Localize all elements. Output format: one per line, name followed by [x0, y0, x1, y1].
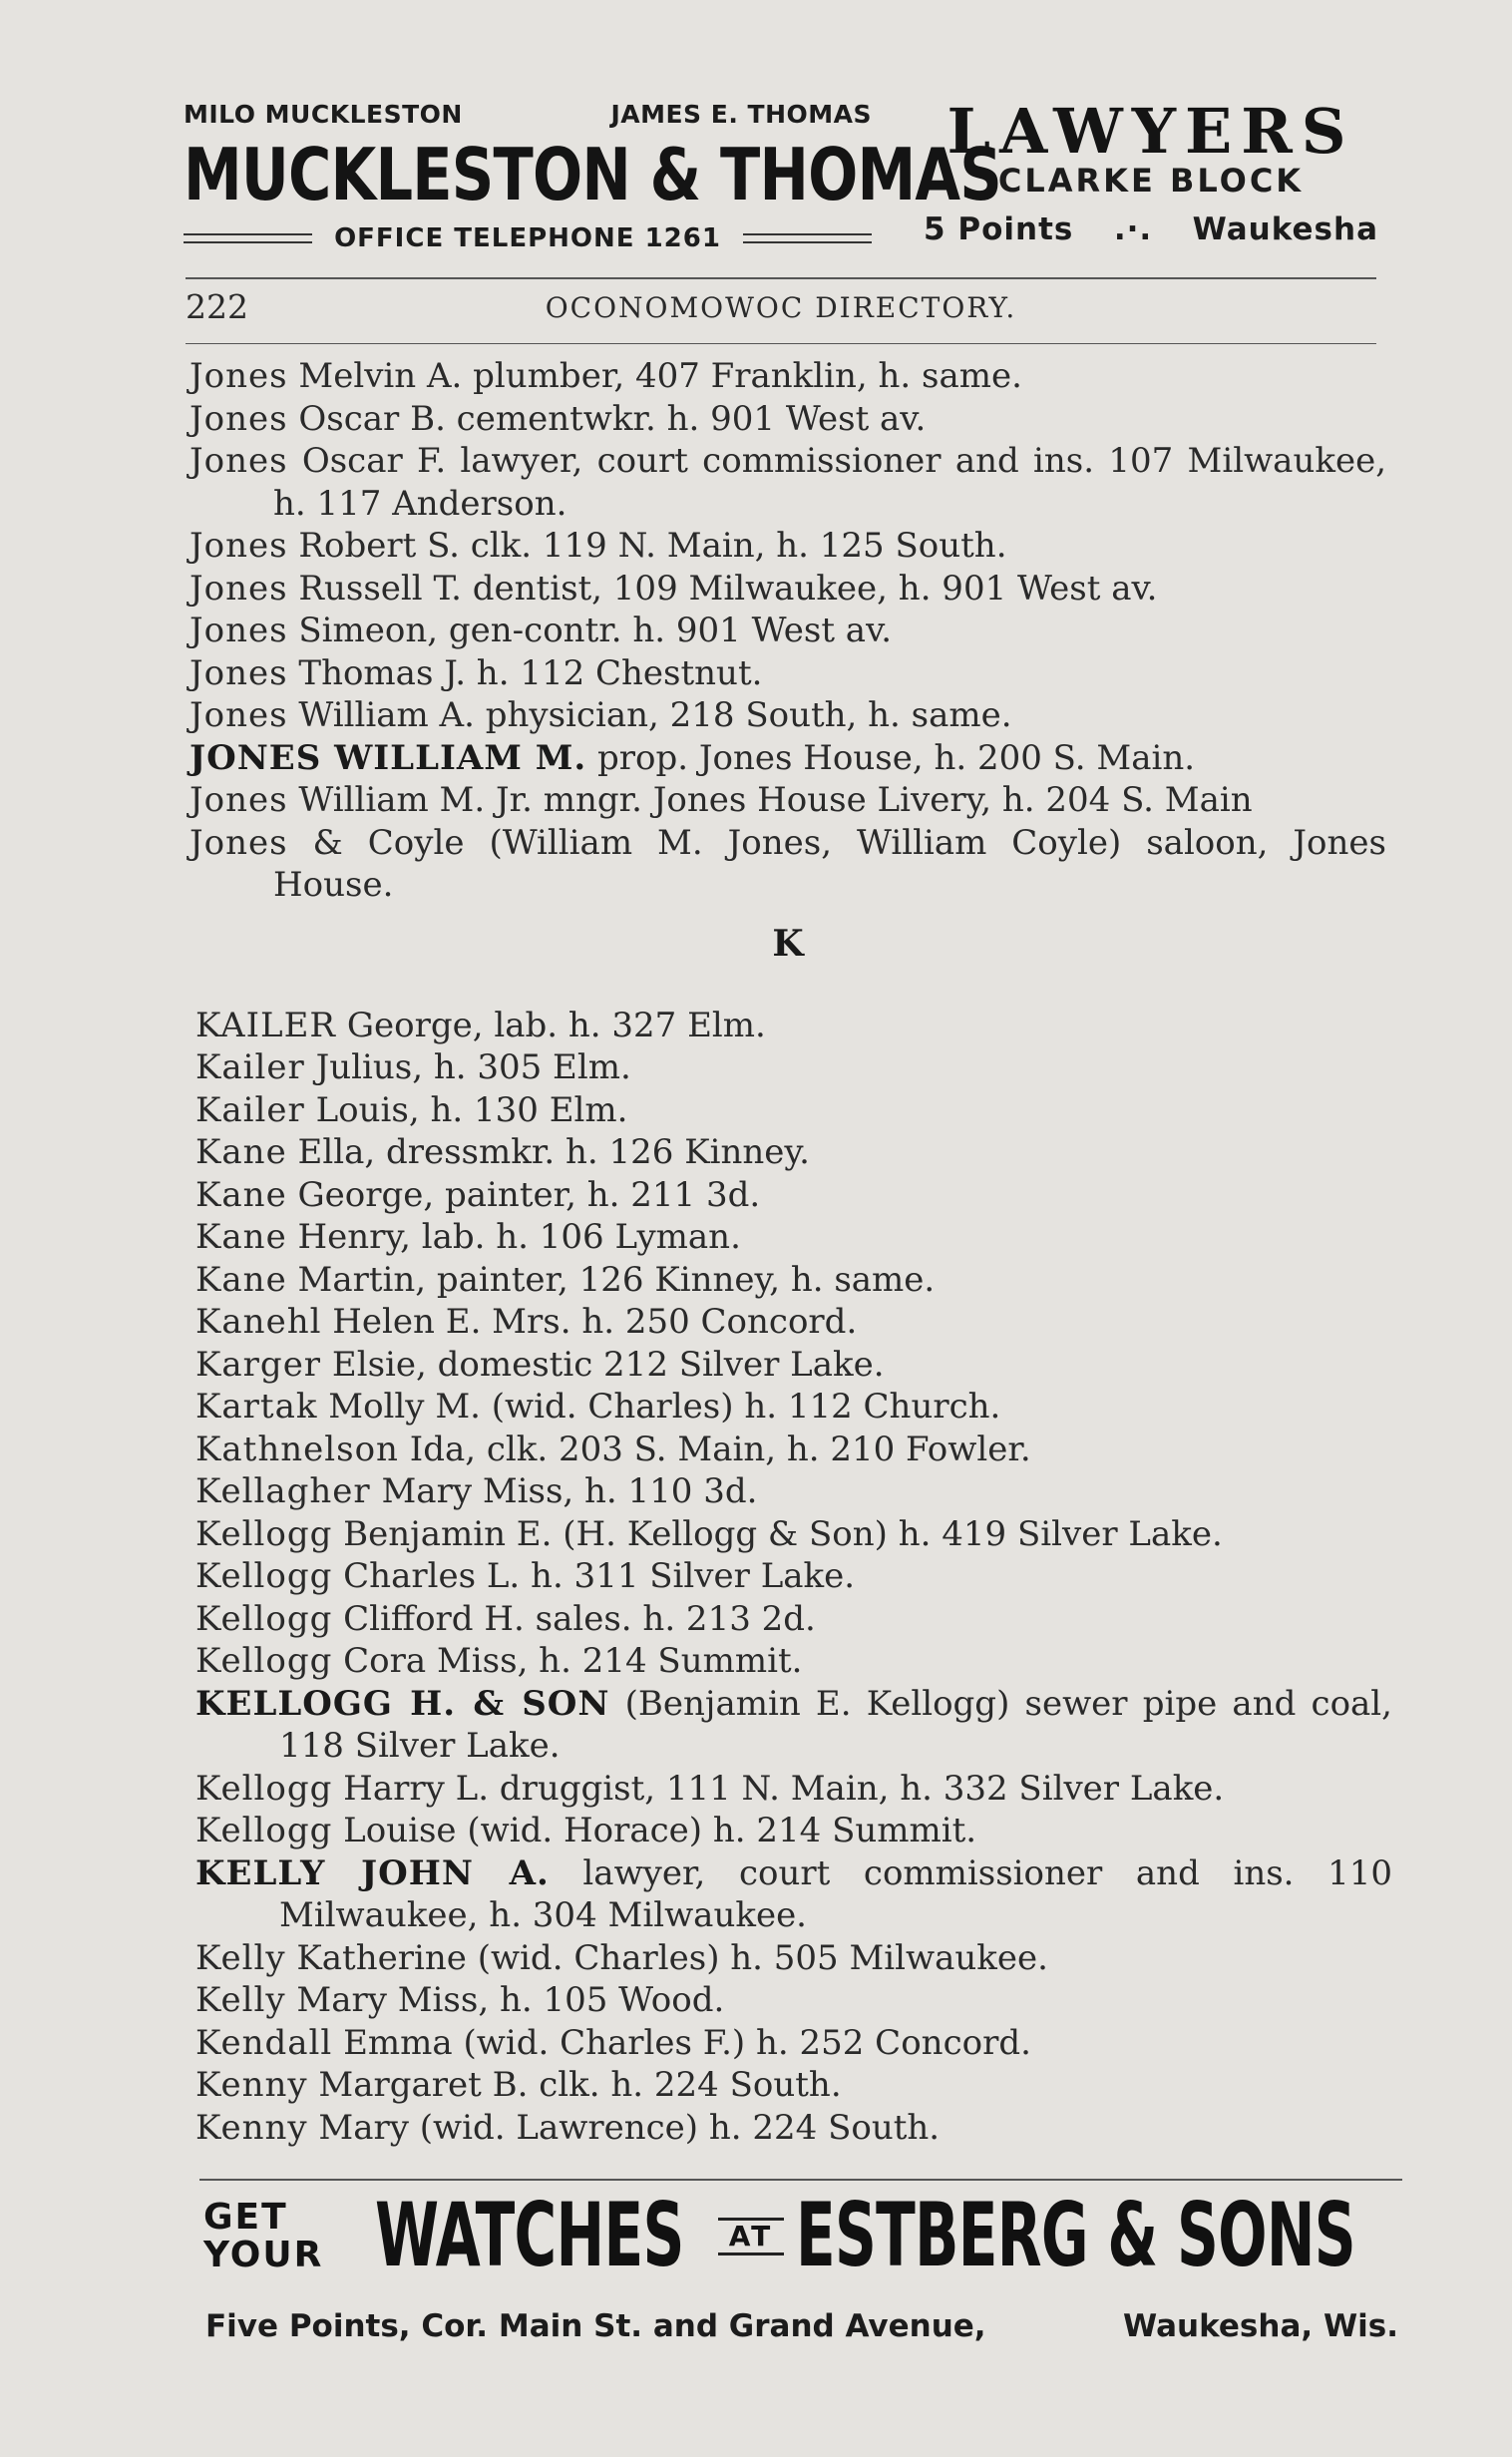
directory-entry — [189, 440, 1386, 525]
partner-name-thomas: JAMES E. THOMAS — [610, 100, 872, 129]
entry-name: Kellagher — [195, 1471, 371, 1511]
watches-word: WATCHES — [375, 2184, 684, 2286]
entry-name: Karger — [195, 1344, 322, 1385]
entry-name: Kendall — [195, 2022, 333, 2063]
entry-details: Julius, h. 305 Elm. — [304, 1047, 631, 1087]
entry-name: Kellogg — [195, 1598, 333, 1639]
directory-entry — [189, 610, 1386, 652]
entry-details: Benjamin E. (H. Kellogg & Son) h. 419 Silver Lake. — [332, 1513, 1223, 1554]
entry-name: Kathnelson — [195, 1429, 399, 1469]
directory-entry — [195, 1046, 1392, 1089]
entry-details: Ida, clk. 203 S. Main, h. 210 Fowler. — [398, 1429, 1031, 1469]
section-j-entries — [189, 355, 1386, 907]
entry-details: Mary Miss, h. 110 3d. — [370, 1471, 758, 1511]
location-five-points: 5 Points — [924, 211, 1074, 247]
entry-name: Jones — [189, 611, 288, 650]
entry-name: Kailer — [195, 1047, 305, 1087]
section-letter-k: K — [772, 922, 804, 965]
location-row — [924, 211, 1378, 247]
entry-details: (Benjamin E. Kellogg) sewer pipe and coal, 118 Silver Lake. — [279, 1683, 1392, 1766]
partner-names — [184, 100, 872, 129]
get-your-label — [203, 2199, 323, 2274]
entry-name: Jones — [189, 652, 288, 693]
entry-details: Thomas J. h. 112 Chestnut. — [287, 652, 763, 693]
store-address: Five Points, Cor. Main St. and Grand Avenue, — [205, 2308, 986, 2344]
entry-name: Kane — [195, 1174, 287, 1215]
directory-entry — [195, 1386, 1392, 1429]
at-word: AT — [728, 2220, 774, 2252]
location-waukesha: Waukesha — [1192, 211, 1378, 247]
entry-details: Margaret B. clk. h. 224 South. — [307, 2065, 842, 2105]
directory-entry — [195, 1979, 1392, 2022]
directory-entry — [195, 1301, 1392, 1344]
entry-name: Jones — [189, 780, 288, 820]
entry-details: George, painter, h. 211 3d. — [286, 1174, 761, 1215]
entry-details: George, lab. h. 327 Elm. — [336, 1005, 766, 1045]
entry-name: Kane — [195, 1259, 287, 1300]
entry-name: Kenny — [195, 2065, 308, 2105]
entry-name: Kellogg — [195, 1556, 333, 1596]
entry-details: Melvin A. plumber, 407 Franklin, h. same. — [287, 356, 1022, 396]
directory-entry — [195, 1174, 1392, 1217]
entry-details: Harry L. druggist, 111 N. Main, h. 332 Silver Lake. — [332, 1768, 1225, 1809]
directory-entry — [189, 779, 1386, 822]
entry-name: Jones — [189, 568, 288, 609]
store-name: ESTBERG & SONS — [796, 2184, 1355, 2286]
firm-name: MUCKLESTON & THOMAS — [184, 133, 1001, 216]
directory-entry — [189, 525, 1386, 568]
entry-details: prop. Jones House, h. 200 S. Main. — [586, 737, 1196, 778]
entry-details: Helen E. Mrs. h. 250 Concord. — [321, 1302, 858, 1342]
entry-details: Oscar B. cementwkr. h. 901 West av. — [287, 398, 927, 439]
header-rule-bottom — [186, 343, 1376, 344]
entry-details: Ella, dressmkr. h. 126 Kinney. — [286, 1132, 810, 1172]
entry-name: Kellogg — [195, 1641, 333, 1681]
directory-entry — [189, 822, 1386, 907]
directory-entry — [195, 1768, 1392, 1811]
entry-name: Kelly — [195, 1937, 286, 1978]
entry-name: JONES WILLIAM M. — [189, 737, 587, 778]
directory-entry — [189, 568, 1386, 611]
partner-name-muckleston: MILO MUCKLESTON — [184, 100, 463, 129]
entry-details: Charles L. h. 311 Silver Lake. — [332, 1556, 856, 1596]
phone-row — [184, 223, 872, 253]
directory-entry — [195, 1683, 1392, 1768]
double-rule-right — [743, 233, 872, 243]
entry-name: Jones — [189, 822, 288, 863]
entry-details: Molly M. (wid. Charles) h. 112 Church. — [317, 1387, 1001, 1427]
building-name: CLARKE BLOCK — [997, 162, 1305, 200]
store-city: Waukesha, Wis. — [1123, 2308, 1398, 2344]
watches-advertisement — [199, 2183, 1402, 2372]
directory-title: OCONOMOWOC DIRECTORY. — [545, 291, 1017, 324]
entry-details: Emma (wid. Charles F.) h. 252 Concord. — [332, 2022, 1031, 2063]
entry-name: Kane — [195, 1217, 287, 1257]
at-label — [716, 2207, 786, 2266]
directory-listings — [189, 355, 1393, 2149]
entry-details: Katherine (wid. Charles) h. 505 Milwaukee. — [285, 1937, 1048, 1978]
entry-details: Russell T. dentist, 109 Milwaukee, h. 901 West av. — [287, 568, 1158, 609]
directory-entry — [195, 2022, 1392, 2065]
directory-entry — [195, 1259, 1392, 1302]
directory-entry — [195, 1598, 1392, 1641]
directory-entry — [189, 355, 1386, 398]
entry-name: Kartak — [195, 1387, 318, 1427]
directory-entry — [195, 1852, 1392, 1937]
entry-details: William M. Jr. mngr. Jones House Livery, h. 204 S. Main — [287, 780, 1253, 820]
page-number: 222 — [186, 287, 248, 326]
directory-entry — [195, 1555, 1392, 1598]
directory-entry — [195, 1810, 1392, 1852]
entry-name: KAILER — [195, 1005, 337, 1045]
entry-name: KELLY JOHN A. — [195, 1852, 550, 1893]
entry-name: Jones — [189, 398, 288, 439]
store-address-row — [205, 2308, 1398, 2344]
at-rule-bottom — [718, 2252, 784, 2255]
entry-details: William A. physician, 218 South, h. same. — [287, 695, 1012, 735]
location-separator: .·. — [1113, 211, 1153, 247]
entry-details: Simeon, gen-contr. h. 901 West av. — [287, 611, 893, 650]
directory-entry — [189, 737, 1386, 780]
running-head — [186, 287, 1376, 327]
get-word: GET — [203, 2197, 288, 2238]
directory-entry — [195, 1131, 1392, 1174]
entry-details: lawyer, court commissioner and ins. 110 Milwaukee, h. 304 Milwaukee. — [279, 1852, 1393, 1935]
entry-name: Jones — [189, 356, 288, 396]
entry-details: Martin, painter, 126 Kinney, h. same. — [286, 1259, 936, 1300]
entry-details: Robert S. clk. 119 N. Main, h. 125 South. — [287, 526, 1007, 566]
entry-name: Kane — [195, 1132, 287, 1172]
directory-entry — [195, 1470, 1392, 1513]
lawyers-advertisement — [184, 95, 1380, 259]
entry-details: Mary (wid. Lawrence) h. 224 South. — [307, 2107, 941, 2148]
directory-entry — [195, 1005, 1392, 1047]
entry-name: Kailer — [195, 1089, 305, 1130]
directory-entry — [195, 1513, 1392, 1556]
entry-name: Jones — [189, 526, 288, 566]
entry-details: Louis, h. 130 Elm. — [304, 1089, 628, 1130]
directory-entry — [195, 1429, 1392, 1471]
entry-name: Kellogg — [195, 1811, 333, 1850]
entry-details: Louise (wid. Horace) h. 214 Summit. — [332, 1811, 977, 1850]
directory-entry — [195, 1640, 1392, 1683]
header-rule-top — [186, 277, 1376, 279]
entry-name: KELLOGG H. & SON — [195, 1683, 610, 1724]
double-rule-left — [184, 233, 312, 243]
directory-entry — [195, 1937, 1392, 1980]
entry-name: Kelly — [195, 1980, 286, 2020]
entry-name: Kellogg — [195, 1513, 333, 1554]
profession-heading: LAWYERS — [946, 95, 1355, 168]
entry-details: Elsie, domestic 212 Silver Lake. — [321, 1344, 885, 1385]
footer-rule — [199, 2179, 1402, 2181]
entry-details: Mary Miss, h. 105 Wood. — [285, 1980, 725, 2020]
entry-name: Kellogg — [195, 1768, 333, 1809]
office-telephone: OFFICE TELEPHONE 1261 — [334, 223, 721, 253]
entry-details: & Coyle (William M. Jones, William Coyle) saloon, Jones House. — [273, 822, 1386, 905]
entry-name: Kenny — [195, 2107, 308, 2148]
entry-details: Henry, lab. h. 106 Lyman. — [286, 1217, 741, 1257]
directory-entry — [195, 2107, 1392, 2150]
entry-name: Jones — [189, 441, 288, 481]
entry-name: Jones — [189, 695, 288, 735]
entry-details: Clifford H. sales. h. 213 2d. — [332, 1598, 816, 1639]
directory-entry — [189, 398, 1386, 441]
directory-entry — [195, 1344, 1392, 1387]
entry-details: Oscar F. lawyer, court commissioner and ins. 107 Milwaukee, h. 117 Anderson. — [273, 441, 1386, 524]
directory-entry — [189, 652, 1386, 695]
entry-name: Kanehl — [195, 1302, 322, 1342]
directory-entry — [195, 1216, 1392, 1259]
your-word: YOUR — [203, 2235, 324, 2275]
directory-entry — [195, 1089, 1392, 1132]
entry-details: Cora Miss, h. 214 Summit. — [332, 1641, 803, 1681]
section-k-entries — [195, 1005, 1393, 2150]
directory-entry — [195, 2064, 1392, 2107]
directory-entry — [189, 694, 1386, 737]
